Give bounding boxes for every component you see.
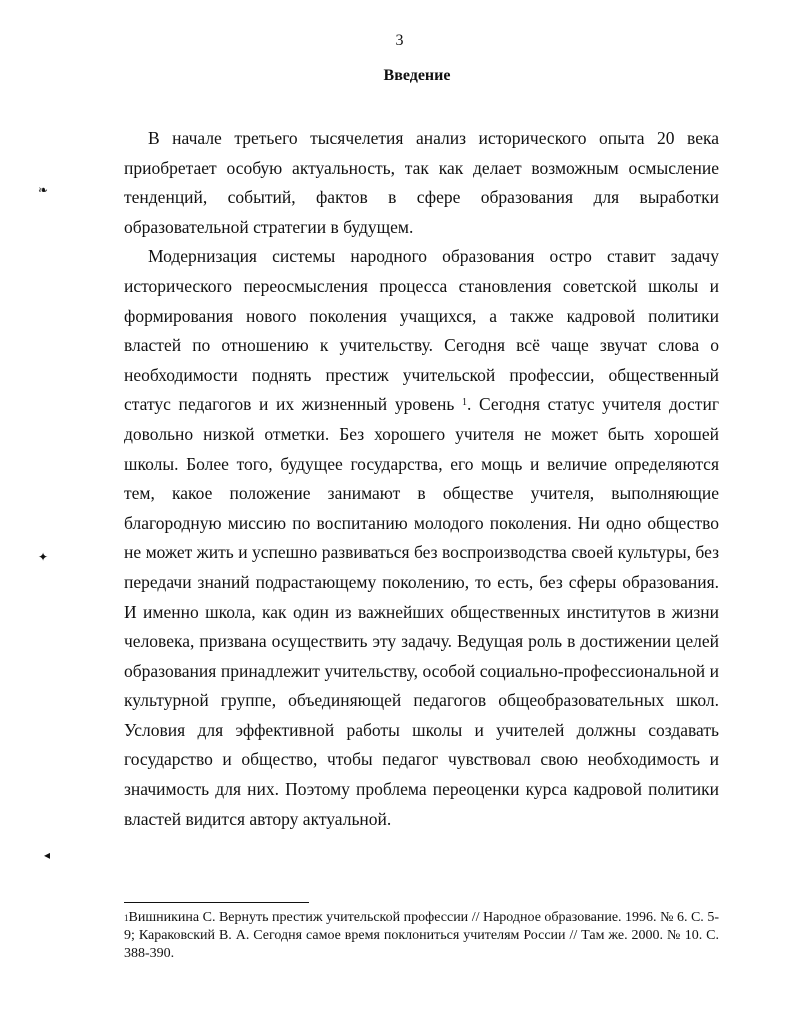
margin-mark-icon: ◂: [44, 848, 51, 862]
footnote-reference[interactable]: 1: [462, 397, 467, 409]
paragraph-2: [124, 242, 719, 834]
footnote-text: Вишникина С. Вернуть престиж учительской профессии // Народное образование. 1996. № 6. С. 5-9; Караковский В. А. Сегодня самое время поклониться учителям России // Там же. 2000. № 10. С. 388-390.: [124, 910, 719, 961]
margin-mark-icon: ✦: [38, 550, 49, 564]
body-text: [124, 124, 719, 834]
paragraph-1: В начале третьего тысячелетия анализ исторического опыта 20 века приобретает особую актуальность, так как делает возможным осмысление тенденций, событий, фактов в сфере образования для выработки образовательной стратегии в будущем.: [124, 128, 719, 237]
page-number: 3: [395, 32, 404, 49]
footnote-divider: [124, 902, 309, 903]
section-heading: Введение: [383, 67, 451, 84]
footnote-marker: 1: [124, 913, 129, 923]
paragraph-2-part-1: Модернизация системы народного образования остро ставит задачу исторического переосмысления процесса становления советской школы и формирования нового поколения учащихся, а также кадровой политики властей по отношению к учительству. Сегодня всё чаще звучат слова о необходимости поднять престиж учительской профессии, общественный статус педагогов и их жизненный уровень: [124, 246, 719, 415]
margin-mark-icon: ❧: [38, 183, 49, 197]
footnote: [124, 909, 719, 963]
paragraph-2-part-2: . Сегодня статус учителя достиг довольно низкой отметки. Без хорошего учителя не может быть хорошей школы. Более того, будущее государства, его мощь и величие определяются тем, какое положение занимают в обществе учителя, выполняющие благородную миссию по воспитанию молодого поколения. Ни одно общество не может жить и успешно развиваться без воспроизводства своей культуры, без передачи знаний подрастающему поколению, то есть, без сферы образования. И именно школа, как один из важнейших общественных институтов в жизни человека, призвана осуществить эту задачу. Ведущая роль в достижении целей образования принадлежит учительству, особой социально-профессиональной и культурной группе, объединяющей педагогов общеобразовательных школ. Условия для эффективной работы школы и учителей должны создавать государство и общество, чтобы педагог чувствовал свою необходимость и значимость для них. Поэтому проблема переоценки курса кадровой политики властей видится автору актуальной.: [124, 394, 719, 829]
